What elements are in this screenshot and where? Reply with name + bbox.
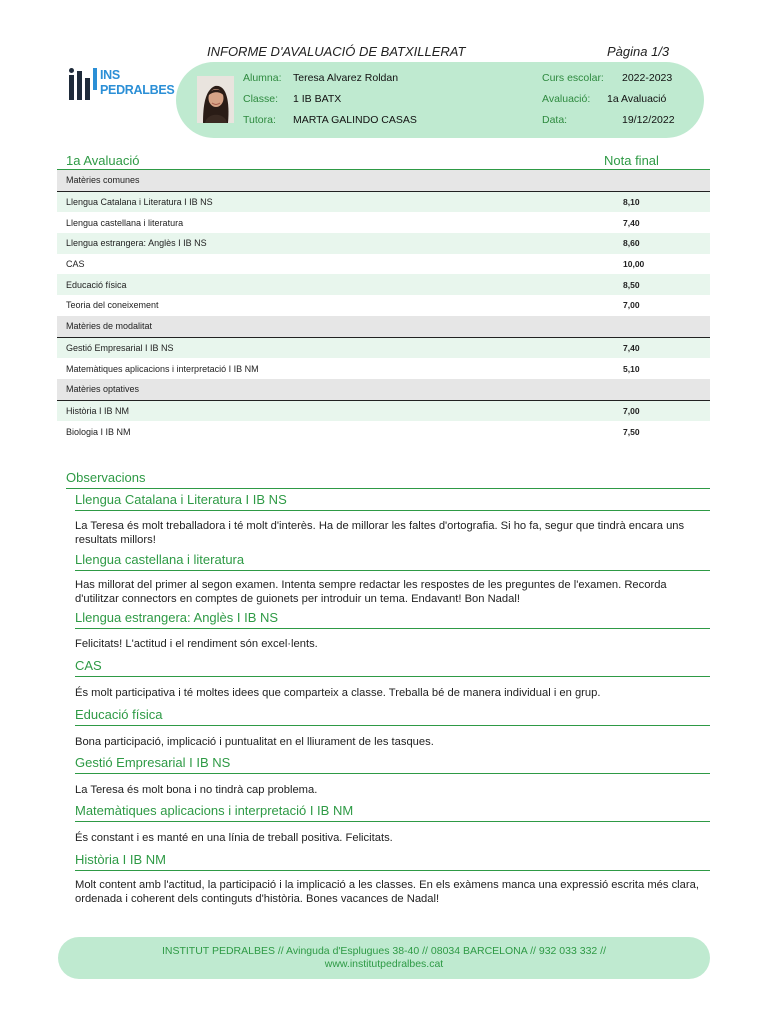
observation-subject: Llengua estrangera: Anglès I IB NS [75, 610, 279, 625]
student-portrait-icon [197, 76, 234, 123]
observation-subject: CAS [75, 658, 102, 673]
subject-name: Llengua Catalana i Literatura I IB NS [66, 197, 213, 208]
grade-row [57, 254, 710, 275]
grade-row [57, 212, 710, 233]
alumna-value: Teresa Alvarez Roldan [293, 72, 399, 84]
logo-mark-icon [68, 68, 98, 100]
grades-table [57, 170, 710, 442]
grade-row [57, 274, 710, 295]
subject-name: Matemàtiques aplicacions i interpretació I IB NM [66, 363, 259, 374]
grade-value: 5,10 [623, 363, 640, 374]
observation-text: Felicitats! L'actitud i el rendiment són excel·lents. [75, 638, 318, 650]
observation-divider [75, 510, 710, 511]
observation-text: Molt content amb l'actitud, la participació i la implicació a les classes. En els exàmens manca una expressió escrita més clara, ordenada i coherent dels continguts d'història. Bones vacances de Nadal! [75, 879, 699, 905]
observation-subject: Matemàtiques aplicacions i interpretació I IB NM [75, 803, 354, 818]
grade-row [57, 295, 710, 316]
subject-name: Història I IB NM [66, 405, 130, 416]
subject-name: Gestió Empresarial I IB NS [66, 342, 174, 353]
subject-name: Llengua castellana i literatura [66, 217, 184, 228]
student-photo [197, 76, 234, 123]
alumna-label: Alumna: [243, 72, 282, 84]
avaluacio-value: 1a Avaluació [607, 93, 667, 105]
tutora-label: Tutora: [243, 114, 276, 126]
page-number: Pàgina 1/3 [607, 44, 670, 59]
grade-row [57, 338, 710, 359]
grade-value: 8,50 [623, 279, 640, 290]
data-label: Data: [542, 114, 568, 126]
grades-title: 1a Avaluació [66, 153, 140, 168]
observation-subject: Gestió Empresarial I IB NS [75, 755, 231, 770]
grade-value: 10,00 [623, 259, 645, 270]
observation-text: És molt participativa i té moltes idees que comparteix a classe. Treballa bé de manera individual i en grup. [75, 687, 601, 699]
observation-divider [75, 725, 710, 726]
observation-subject: Llengua castellana i literatura [75, 552, 245, 567]
observation-divider [75, 870, 710, 871]
category-label: Matèries optatives [66, 384, 140, 395]
classe-label: Classe: [243, 93, 279, 105]
observation-text: Bona participació, implicació i puntualitat en el lliurament de les tasques. [75, 736, 434, 748]
school-logo [68, 68, 175, 102]
grade-row [57, 421, 710, 442]
category-row [57, 379, 710, 401]
grade-value: 7,40 [623, 342, 640, 353]
grade-value: 8,10 [623, 197, 640, 208]
observation-text: És constant i es manté en una línia de treball positiva. Felicitats. [75, 832, 393, 844]
observation-text: Has millorat del primer al segon examen. Intenta sempre redactar les respostes de les preguntes de l'examen. Recorda d'utilitzar connectors en comptes de guionets per introduir un tema. Endavant! Bon Nadal! [75, 579, 667, 605]
grade-value: 7,00 [623, 405, 640, 416]
grade-value: 7,40 [623, 217, 640, 228]
observation-divider [75, 821, 710, 822]
observation-subject: Educació física [75, 707, 163, 722]
grade-value: 7,50 [623, 426, 640, 437]
subject-name: Llengua estrangera: Anglès I IB NS [66, 238, 207, 249]
observations-divider [66, 488, 710, 489]
grade-row [57, 358, 710, 379]
observation-subject: Llengua Catalana i Literatura I IB NS [75, 492, 287, 507]
subject-name: Biologia I IB NM [66, 426, 131, 437]
category-label: Matèries comunes [66, 175, 140, 186]
classe-value: 1 IB BATX [293, 93, 342, 105]
grade-value: 7,00 [623, 300, 640, 311]
grade-row [57, 192, 710, 213]
category-row [57, 316, 710, 338]
grade-row [57, 233, 710, 254]
curs-label: Curs escolar: [542, 72, 604, 84]
observations-title: Observacions [66, 470, 146, 485]
tutora-value: MARTA GALINDO CASAS [293, 114, 417, 126]
grade-value: 8,60 [623, 238, 640, 249]
category-row [57, 170, 710, 192]
curs-value: 2022-2023 [622, 72, 673, 84]
subject-name: Educació física [66, 279, 127, 290]
observation-text: La Teresa és molt bona i no tindrà cap problema. [75, 784, 318, 796]
footer [58, 937, 710, 979]
observation-divider [75, 570, 710, 571]
final-grade-header: Nota final [604, 153, 659, 168]
observation-divider [75, 773, 710, 774]
subject-name: CAS [66, 259, 85, 270]
observation-text: La Teresa és molt treballadora i té molt d'interès. Ha de millorar les faltes d'ortografia. Si ho fa, segur que tindrà encara uns resultats millors! [75, 520, 685, 546]
avaluacio-label: Avaluació: [542, 93, 591, 105]
data-value: 19/12/2022 [622, 114, 675, 126]
footer-website: www.institutpedralbes.cat [324, 958, 444, 970]
report-title: INFORME D'AVALUACIÓ DE BATXILLERAT [207, 44, 466, 59]
observation-divider [75, 676, 710, 677]
grade-row [57, 401, 710, 422]
observation-divider [75, 628, 710, 629]
category-label: Matèries de modalitat [66, 321, 153, 332]
subject-name: Teoria del coneixement [66, 300, 159, 311]
logo-text: INS PEDRALBES [100, 68, 175, 97]
observation-subject: Història I IB NM [75, 852, 167, 867]
footer-address: INSTITUT PEDRALBES // Avinguda d'Esplugues 38-40 // 08034 BARCELONA // 932 033 332 // [161, 945, 607, 957]
